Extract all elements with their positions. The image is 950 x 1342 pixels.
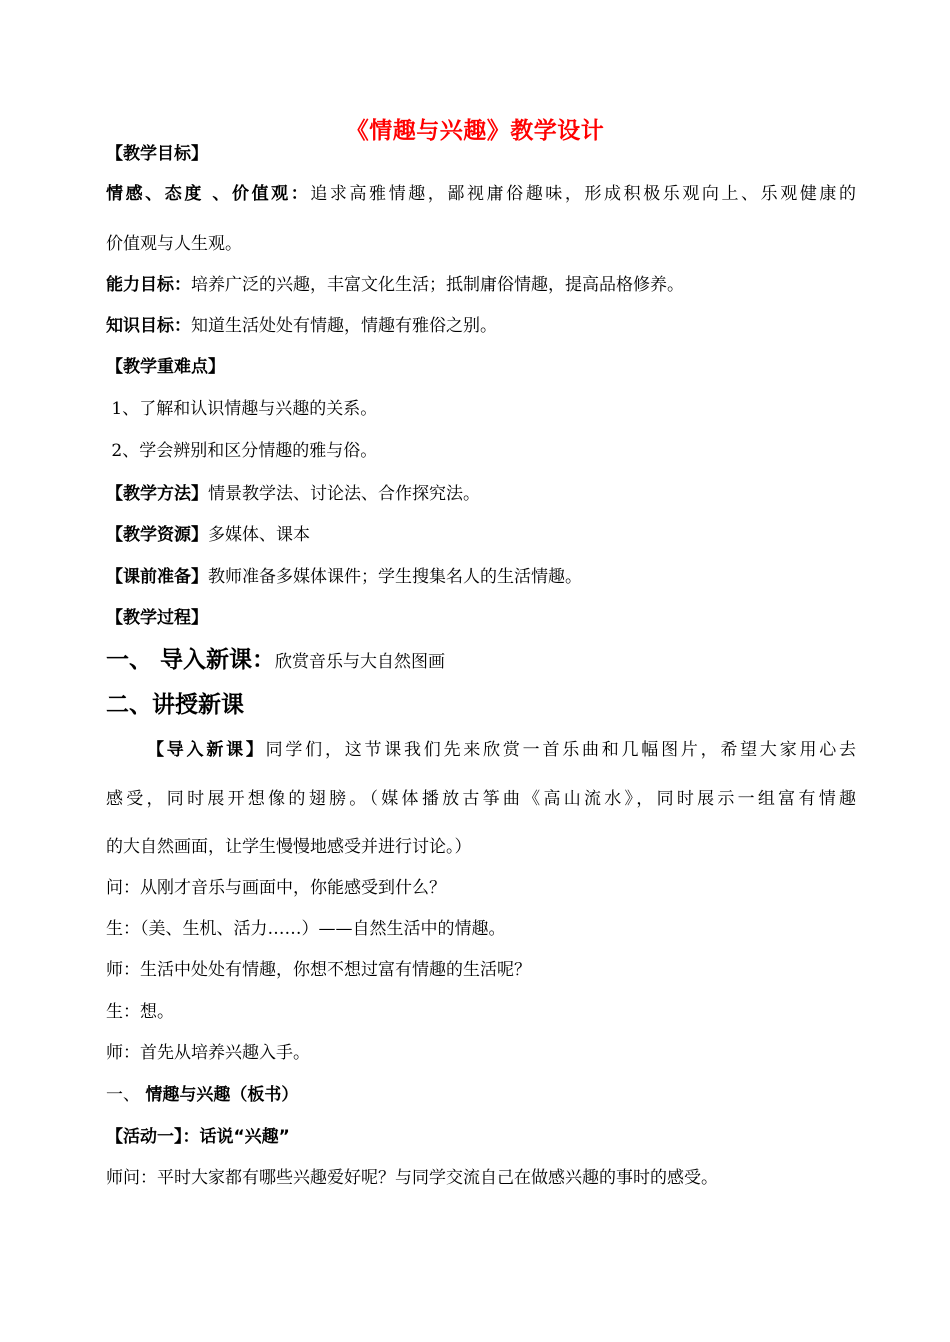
class-preparation	[106, 569, 856, 586]
subsection-1-label: 情趣与兴趣（板书）	[145, 1085, 299, 1105]
teaching-method-text: 情景教学法、讨论法、合作探究法。	[208, 484, 480, 504]
dialog-line-4: 生：想。	[106, 1002, 174, 1022]
ability-objective	[106, 277, 856, 294]
subsection-1-heading	[106, 1087, 856, 1104]
intro-label: 【导入新课】	[147, 740, 266, 760]
ability-objective-label: 能力目标：	[106, 275, 191, 295]
subsection-1-number: 一、	[106, 1085, 146, 1105]
dialog-line-1: 问：从刚才音乐与画面中，你能感受到什么？	[106, 878, 446, 898]
dialog-line-2: 生：（美、生机、活力……）——自然生活中的情趣。	[106, 919, 506, 939]
section-1-heading	[106, 649, 856, 672]
process-heading: 【教学过程】	[106, 608, 208, 628]
intro-text-1: 同学们，这节课我们先来欣赏一首乐曲和几幅图片，希望大家用心去	[265, 740, 857, 760]
document-title: 《情趣与兴趣》教学设计	[345, 118, 605, 144]
dialog-line-6: 师问：平时大家都有哪些兴趣爱好呢？与同学交流自己在做感兴趣的事时的感受。	[106, 1168, 718, 1188]
section-1-text: 欣赏音乐与大自然图画	[275, 652, 446, 672]
dialog-line-5: 师：首先从培养兴趣入手。	[106, 1043, 310, 1063]
emotion-objective-text-2: 价值观与人生观。	[106, 234, 242, 254]
key-point-1: 1、了解和认识情趣与兴趣的关系。	[106, 399, 378, 419]
objectives-heading: 【教学目标】	[106, 144, 208, 164]
intro-text-3: 的大自然画面，让学生慢慢地感受并进行讨论。）	[106, 837, 472, 857]
activity-1-heading: 【活动一】：话说“兴趣”	[106, 1127, 290, 1147]
knowledge-objective-text: 知道生活处处有情趣，情趣有雅俗之别。	[191, 316, 497, 336]
emotion-objective-line-1	[106, 186, 856, 203]
ability-objective-text: 培养广泛的兴趣，丰富文化生活；抵制庸俗情趣，提高品格修养。	[191, 275, 684, 295]
teaching-method	[106, 486, 856, 503]
class-preparation-text: 教师准备多媒体课件；学生搜集名人的生活情趣。	[208, 567, 582, 587]
key-point-2: 2、学会辨别和区分情趣的雅与俗。	[106, 441, 378, 461]
teaching-resources	[106, 527, 856, 544]
teaching-method-label: 【教学方法】	[106, 484, 208, 504]
intro-text-2: 感受，同时展开想像的翅膀。（媒体播放古筝曲《高山流水》，同时展示一组富有情趣	[106, 789, 856, 809]
section-1-label: 一、 导入新课：	[106, 647, 276, 673]
key-points-heading: 【教学重难点】	[106, 357, 225, 377]
section-2-heading: 二、讲授新课	[106, 692, 244, 718]
emotion-objective-label: 情感、态度 、价值观：	[106, 184, 311, 204]
class-preparation-label: 【课前准备】	[106, 567, 208, 587]
knowledge-objective	[106, 318, 856, 335]
teaching-resources-label: 【教学资源】	[106, 525, 208, 545]
intro-paragraph-line-1	[147, 742, 856, 759]
knowledge-objective-label: 知识目标：	[106, 316, 191, 336]
emotion-objective-text-1: 追求高雅情趣，鄙视庸俗趣味，形成积极乐观向上、乐观健康的	[310, 184, 856, 204]
teaching-resources-text: 多媒体、课本	[208, 525, 310, 545]
dialog-line-3: 师：生活中处处有情趣，你想不想过富有情趣的生活呢？	[106, 960, 531, 980]
